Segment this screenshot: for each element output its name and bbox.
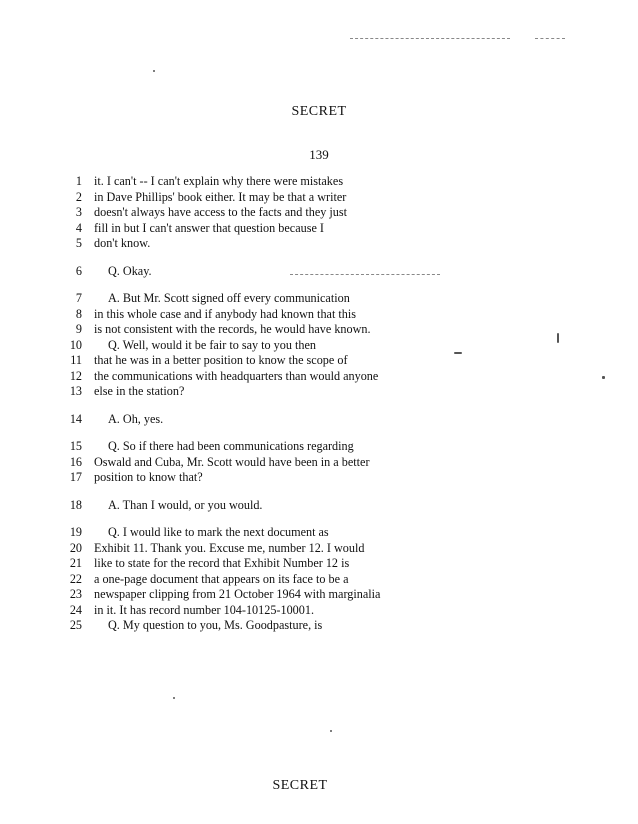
transcript-body (58, 174, 478, 634)
line-number: 6 (75, 263, 82, 278)
line-number: 2 (75, 189, 82, 204)
line-text: A. Oh, yes. (108, 411, 164, 426)
line-number: 25 (69, 618, 82, 632)
transcript-line (58, 236, 478, 252)
transcript-line (58, 338, 478, 354)
line-text: Exhibit 11. Thank you. Excuse me, number 12. I would (94, 540, 365, 555)
line-number: 23 (69, 587, 82, 601)
line-number: 17 (69, 470, 82, 484)
line-number: 20 (69, 540, 82, 555)
line-text: position to know that? (94, 470, 203, 484)
line-text: else in the station? (94, 384, 185, 398)
transcript-line (58, 470, 478, 486)
line-text: doesn't always have access to the facts and they just (94, 205, 347, 219)
line-number: 11 (70, 353, 82, 367)
line-text: a one-page document that appears on its face to be a (94, 571, 349, 586)
line-number: 19 (69, 525, 82, 539)
transcript-line (58, 603, 478, 619)
transcript-line (58, 384, 478, 400)
line-number: 1 (75, 174, 82, 188)
classification-footer: SECRET (272, 778, 328, 793)
transcript-line (58, 556, 478, 572)
line-text: in this whole case and if anybody had known that this (94, 306, 356, 321)
transcript-line (58, 572, 478, 588)
transcript-line (58, 525, 478, 541)
line-number: 7 (75, 291, 82, 305)
classification-header: SECRET (291, 104, 347, 119)
transcript-line (58, 455, 478, 471)
line-number: 22 (69, 571, 82, 586)
scan-artifact (153, 70, 155, 72)
line-number: 5 (75, 236, 82, 250)
line-number: 14 (69, 411, 82, 426)
line-text: is not consistent with the records, he would have known. (94, 322, 371, 336)
line-number: 18 (69, 497, 82, 512)
line-text: A. Than I would, or you would. (108, 497, 263, 512)
scan-artifact (350, 38, 510, 40)
transcript-line (58, 205, 478, 221)
line-text: A. But Mr. Scott signed off every communication (108, 291, 350, 305)
page-number: 139 (309, 147, 329, 162)
line-number: 15 (69, 439, 82, 453)
line-text: don't know. (94, 236, 151, 250)
transcript-line (58, 174, 478, 190)
transcript-line (58, 369, 478, 385)
line-text: like to state for the record that Exhibit Number 12 is (94, 556, 350, 570)
line-text: that he was in a better position to know the scope of (94, 353, 348, 367)
line-number: 9 (75, 322, 82, 336)
line-text: Q. My question to you, Ms. Goodpasture, is (108, 618, 323, 632)
line-number: 8 (75, 306, 82, 321)
line-text: Oswald and Cuba, Mr. Scott would have been in a better (94, 454, 370, 469)
transcript-line (58, 412, 478, 428)
line-number: 21 (69, 556, 82, 570)
transcript-line (58, 190, 478, 206)
line-number: 12 (69, 368, 82, 383)
transcript-line (58, 291, 478, 307)
line-text: Q. I would like to mark the next document as (108, 525, 329, 539)
line-number: 10 (69, 337, 82, 352)
transcript-line (58, 618, 478, 634)
line-text: Q. So if there had been communications regarding (108, 439, 354, 453)
line-text: it. I can't -- I can't explain why there were mistakes (94, 174, 344, 188)
transcript-line (58, 439, 478, 455)
transcript-line (58, 587, 478, 603)
transcript-line (58, 264, 478, 280)
scan-artifact (535, 38, 565, 40)
line-text: Q. Okay. (108, 263, 152, 278)
line-number: 3 (75, 205, 82, 219)
line-text: in it. It has record number 104-10125-10001. (94, 602, 315, 617)
line-text: in Dave Phillips' book either. It may be that a writer (94, 189, 347, 204)
line-number: 24 (69, 602, 82, 617)
line-text: the communications with headquarters than would anyone (94, 368, 379, 383)
line-text: newspaper clipping from 21 October 1964 with marginalia (94, 587, 381, 601)
transcript-line (58, 221, 478, 237)
line-number: 13 (69, 384, 82, 398)
transcript-line (58, 498, 478, 514)
line-number: 16 (69, 454, 82, 469)
line-number: 4 (75, 220, 82, 235)
scan-artifact (330, 730, 332, 732)
scan-artifact (173, 697, 175, 699)
transcript-line (58, 322, 478, 338)
transcript-line (58, 353, 478, 369)
line-text: fill in but I can't answer that question because I (94, 220, 324, 235)
scan-artifact (557, 333, 559, 343)
transcript-line (58, 541, 478, 557)
scan-artifact (602, 376, 605, 379)
line-text: Q. Well, would it be fair to say to you then (108, 337, 316, 352)
transcript-line (58, 307, 478, 323)
